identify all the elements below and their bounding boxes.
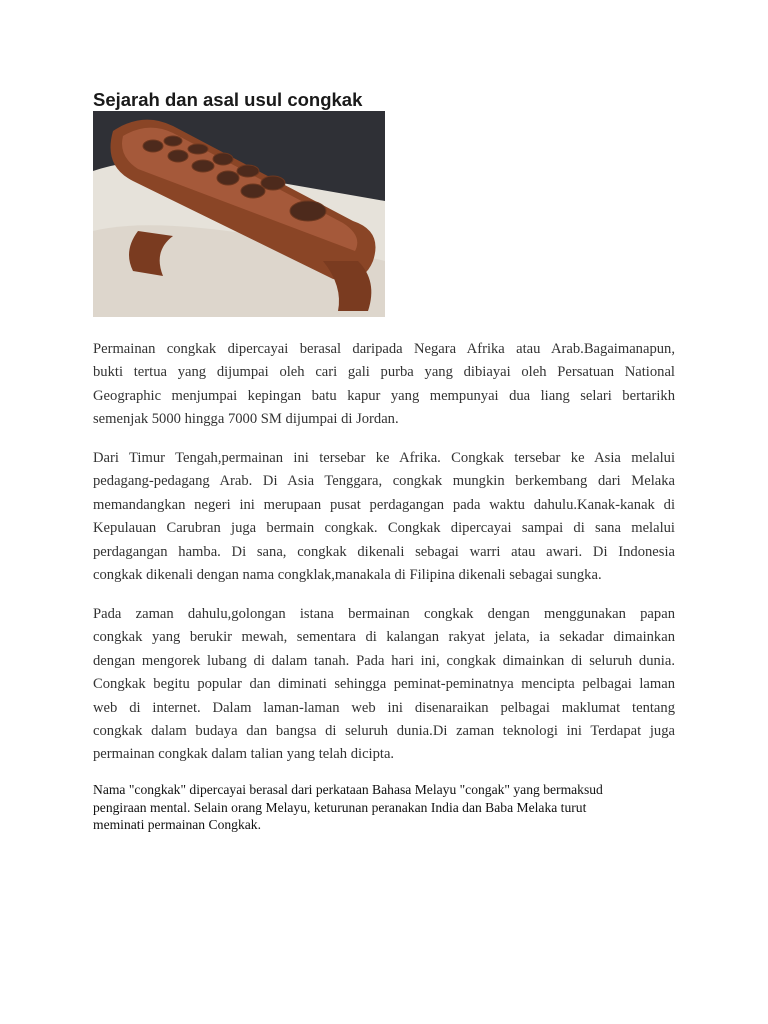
congkak-board-image (93, 111, 385, 317)
text-line: congkak dikenali dengan nama congklak,manakala di Filipina dikenali sebagai sungka. (93, 566, 602, 583)
text-line: congkak dalam budaya dan bangsa di seluruh dunia.Di zaman teknologi ini Terdapat juga (93, 722, 675, 739)
paragraph-name-origin (93, 781, 603, 834)
text-line: semenjak 5000 hingga 7000 SM dijumpai di Jordan. (93, 411, 399, 428)
text-line: bukti tertua yang dijumpai oleh cari gali purba yang dibiayai oleh Persatuan National (93, 364, 675, 381)
paragraph-origin (93, 338, 675, 432)
text-line: Permainan congkak dipercayai berasal daripada Negara Afrika atau Arab.Bagaimanapun, (93, 341, 675, 357)
text-line: Dari Timur Tengah,permainan ini tersebar ke Afrika. Congkak tersebar ke Asia melalui (93, 450, 675, 466)
text-line: Kepulauan Carubran juga bermain congkak. Congkak dipercayai sampai di sana melalui (93, 520, 675, 537)
text-line: Geographic menjumpai kepingan batu kapur yang mempunyai dua liang selari bertarikh (93, 387, 675, 404)
congkak-board-illustration (93, 111, 385, 317)
text-line: permainan congkak dalam talian yang telah dicipta. (93, 746, 395, 763)
text-line: memandangkan negeri ini merupaan pusat perdagangan pada waktu dahulu.Kanak-kanak di (93, 496, 675, 513)
paragraph-history (93, 603, 675, 767)
text-line: pedagang-pedagang Arab. Di Asia Tenggara, congkak mungkin berkembang dari Melaka (93, 473, 675, 490)
text-line: Pada zaman dahulu,golongan istana bermainan congkak dengan menggunakan papan (93, 606, 675, 622)
text-line: web di internet. Dalam laman-laman web ini disenaraikan pelbagai maklumat tentang (93, 699, 675, 716)
text-line: meminati permainan Congkak. (93, 817, 261, 832)
page-title: Sejarah dan asal usul congkak (93, 89, 363, 110)
text-line: dengan mengorek lubang di dalam tanah. Pada hari ini, congkak dimainkan di seluruh dunia. (93, 652, 675, 669)
text-line: perdagangan hamba. Di sana, congkak dikenali sebagai warri atau awari. Di Indonesia (93, 543, 675, 560)
paragraph-spread (93, 447, 675, 587)
text-line: Nama "congkak" dipercayai berasal dari perkataan Bahasa Melayu "congak" yang bermaksud (93, 782, 603, 797)
text-line: Congkak begitu popular dan diminati sehingga peminat-peminatnya mencipta pelbagai laman (93, 676, 675, 693)
text-line: congkak yang berukir mewah, sementara di kalangan rakyat jelata, ia sekadar dimainkan (93, 629, 675, 646)
text-line: pengiraan mental. Selain orang Melayu, keturunan peranakan India dan Baba Melaka turut (93, 799, 587, 815)
